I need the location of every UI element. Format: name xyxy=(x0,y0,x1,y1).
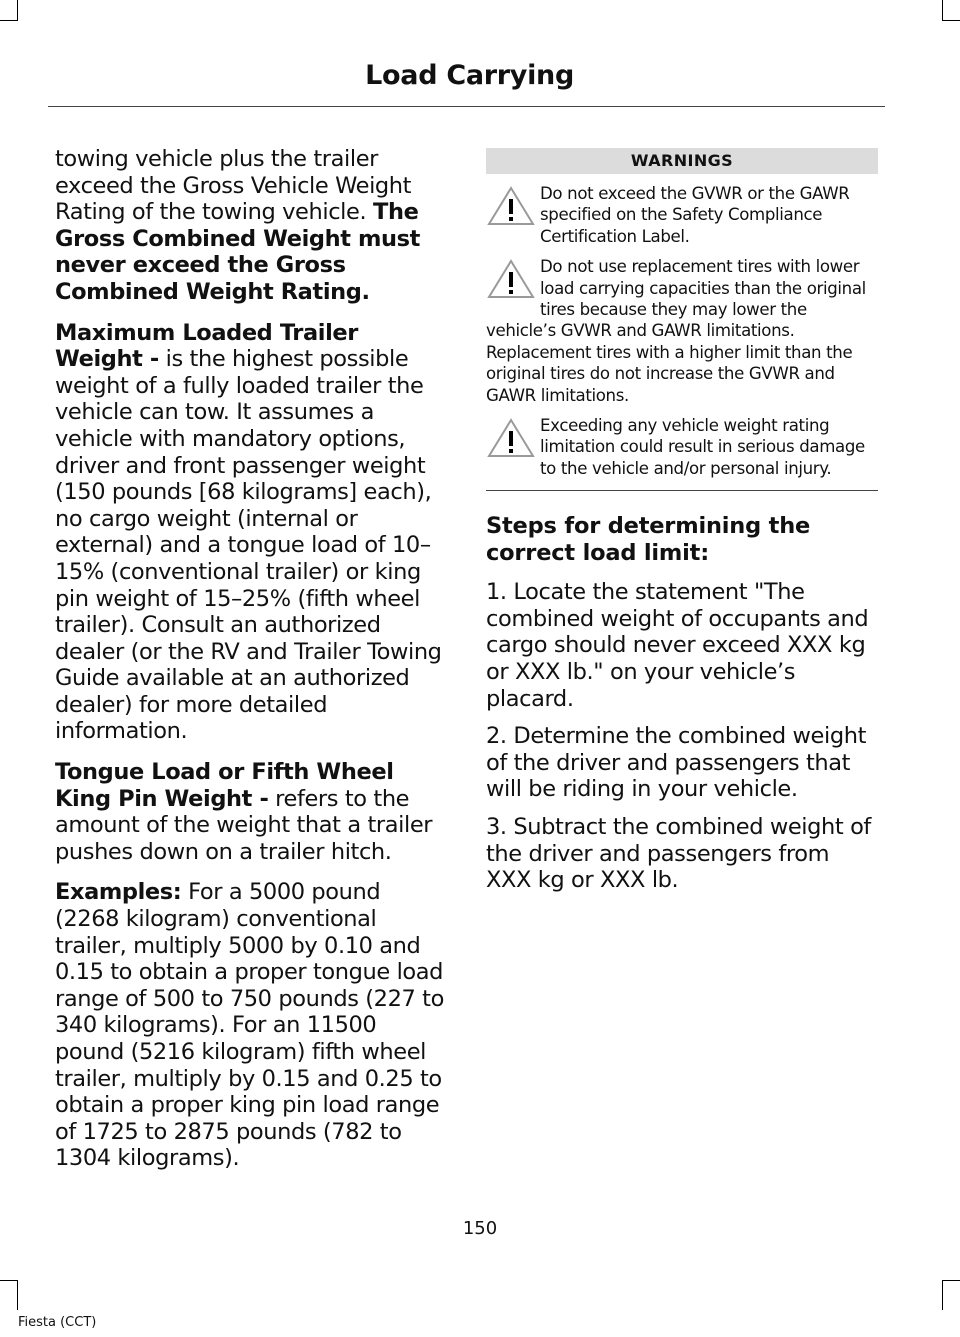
step-item: 3. Subtract the combined weight of the driver and passengers from XXX kg or XXX lb. xyxy=(486,814,871,894)
step-item: 2. Determine the combined weight of the driver and passengers that will be riding in your vehicle. xyxy=(486,723,866,803)
paragraph-tongue-load: Tongue Load or Fifth Wheel King Pin Weight - refers to the amount of the weight that a trailer pushes down on a trailer hitch. xyxy=(55,759,433,865)
crop-mark xyxy=(17,0,18,20)
warning-item: Do not use replacement tires with lower load carrying capacities than the original tires because they may lower the vehicle’s GVWR and GAWR limitations. Replacement tires with a higher limit than the original tires do not increase the GVWR and GAWR limitations. xyxy=(486,257,866,405)
warning-triangle-icon xyxy=(486,185,536,227)
page-title: Load Carrying xyxy=(365,60,574,91)
warning-triangle-icon xyxy=(486,417,536,459)
steps-heading: Steps for determining the correct load limit: xyxy=(486,513,811,567)
crop-mark xyxy=(942,0,943,20)
warning-item: Exceeding any vehicle weight rating limitation could result in serious damage to the vehicle and/or personal injury. xyxy=(486,415,878,479)
crop-mark xyxy=(0,1280,18,1281)
step-item: 1. Locate the statement "The combined weight of occupants and cargo should never exceed XXX kg or XXX lb." on your vehicle’s placard. xyxy=(486,579,869,712)
crop-mark xyxy=(17,1280,18,1310)
steps-list xyxy=(486,579,878,894)
page-number: 150 xyxy=(462,1218,498,1239)
crop-mark xyxy=(942,20,960,21)
paragraph-max-trailer-weight: Maximum Loaded Trailer Weight - is the highest possible weight of a fully loaded trailer the vehicle can tow. It assumes a vehicle with mandatory options, driver and front passenger weight (150 pounds [68 kilograms] each), no cargo weight (internal or external) and a tongue load of 10–15% (conventional trailer) or king pin weight of 15–25% (fifth wheel trailer). Consult an authorized dealer (or the RV and Trailer Towing Guide available at an authorized dealer) for more detailed information. xyxy=(55,319,442,745)
warnings-heading: WARNINGS xyxy=(486,148,878,174)
right-column xyxy=(486,148,878,905)
crop-mark xyxy=(942,1280,960,1281)
crop-mark xyxy=(0,20,18,21)
warning-triangle-icon xyxy=(486,258,536,300)
crop-mark xyxy=(942,1280,943,1310)
footer-model: Fiesta (CCT) xyxy=(18,1315,97,1330)
left-column xyxy=(55,146,448,1186)
warning-item: Do not exceed the GVWR or the GAWR specified on the Safety Compliance Certification Label. xyxy=(486,183,878,247)
warnings-divider xyxy=(486,490,878,491)
header-divider xyxy=(48,106,885,107)
paragraph-gcw: towing vehicle plus the trailer exceed the Gross Vehicle Weight Rating of the towing vehicle. The Gross Combined Weight must never exceed the Gross Combined Weight Rating. xyxy=(55,146,421,305)
paragraph-examples: Examples: For a 5000 pound (2268 kilogram) conventional trailer, multiply 5000 by 0.10 and 0.15 to obtain a proper tongue load range of 500 to 750 pounds (227 to 340 kilograms). For an 11500 pound (5216 kilogram) fifth wheel trailer, multiply by 0.15 and 0.25 to obtain a proper king pin load range of 1725 to 2875 pounds (782 to 1304 kilograms). xyxy=(55,879,444,1172)
